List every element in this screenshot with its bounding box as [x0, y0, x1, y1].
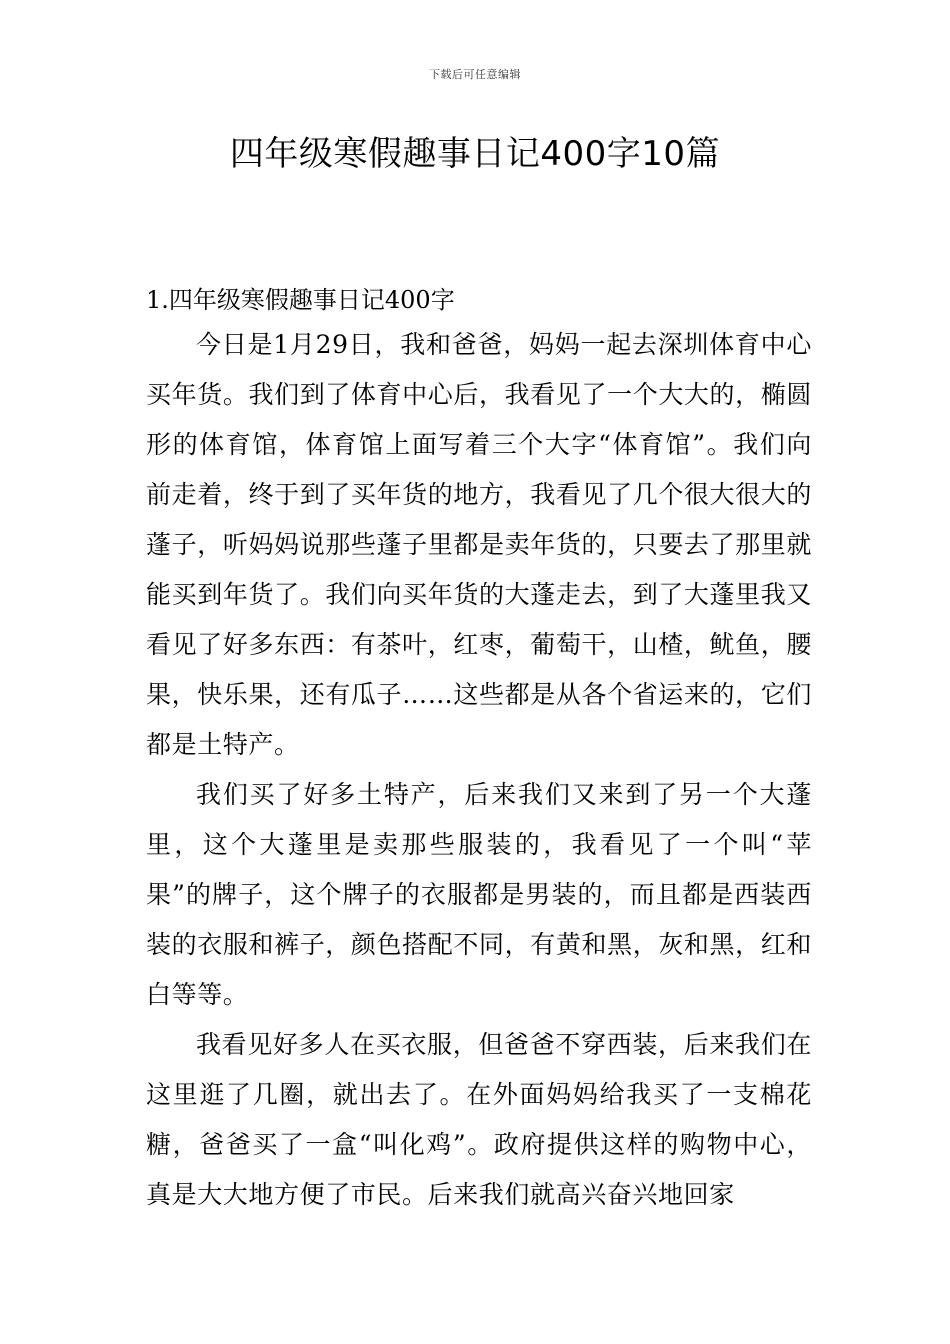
header-note: 下载后可任意编辑 [429, 68, 521, 81]
paragraph: 今日是1月29日，我和爸爸，妈妈一起去深圳体育中心买年货。我们到了体育中心后，我看见了一个大大的，椭圆形的体育馆，体育馆上面写着三个大字“体育馆”。我们向前走着，终于到了买年货的地方，我看见了几个很大很大的蓬子，听妈妈说那些蓬子里都是卖年货的，只要去了那里就能买到年货了。我们向买年货的大蓬走去，到了大蓬里我又看见了好多东西：有茶叶，红枣，葡萄干，山楂，鱿鱼，腰果，快乐果，还有瓜子……这些都是从各个省运来的，它们都是土特产。 [146, 330, 812, 759]
paragraph: 我看见好多人在买衣服，但爸爸不穿西装，后来我们在这里逛了几圈，就出去了。在外面妈妈给我买了一支棉花糖，爸爸买了一盒“叫化鸡”。政府提供这样的购物中心，真是大大地方便了市民。后来我们就高兴奋兴地回家 [146, 1030, 812, 1209]
paragraph: 我们买了好多土特产，后来我们又来到了另一个大蓬里，这个大蓬里是卖那些服装的，我看见了一个叫“苹果”的牌子，这个牌子的衣服都是男装的，而且都是西装西装的衣服和裤子，颜色搭配不同，有黄和黑，灰和黑，红和白等等。 [146, 780, 812, 1009]
section-heading: 1.四年级寒假趣事日记400字 [146, 286, 455, 314]
document-title: 四年级寒假趣事日记400字10篇 [229, 134, 721, 174]
document-body [146, 280, 812, 1220]
